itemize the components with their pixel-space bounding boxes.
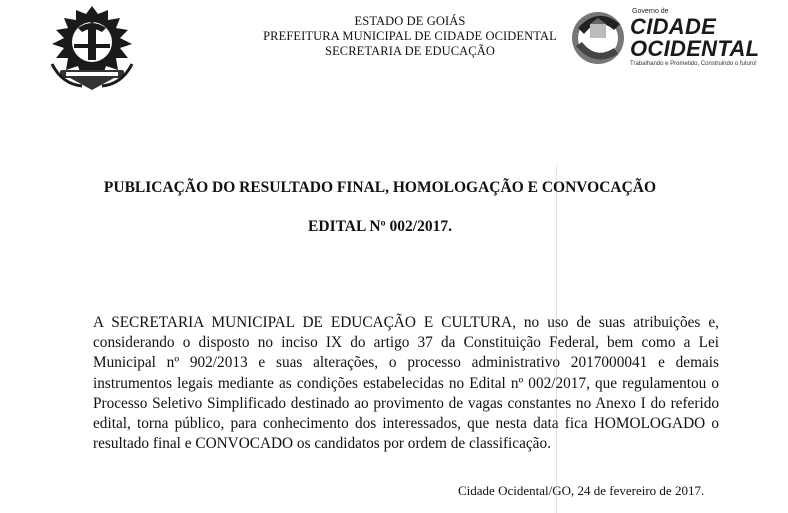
- header-secretariat: SECRETARIA DE EDUCAÇÃO: [325, 44, 495, 58]
- cidade-ocidental-logo: [568, 2, 768, 76]
- brand-name-line2: OCIDENTAL: [630, 36, 760, 61]
- scan-fold-line: [556, 165, 557, 513]
- date-location-line: Cidade Ocidental/GO, 24 de fevereiro de 2017.: [458, 483, 705, 498]
- cidade-ocidental-logo-icon: [568, 2, 628, 76]
- header-state: ESTADO DE GOIÁS: [354, 14, 466, 28]
- municipal-coat-of-arms-icon: [42, 4, 142, 90]
- institution-header: [240, 14, 580, 59]
- brand-name-line1: CIDADE: [630, 14, 717, 39]
- header-prefecture: PREFEITURA MUNICIPAL DE CIDADE OCIDENTAL: [263, 29, 557, 43]
- edital-number: EDITAL Nº 002/2017.: [308, 218, 452, 235]
- document-title: PUBLICAÇÃO DO RESULTADO FINAL, HOMOLOGAÇÃO E CONVOCAÇÃO: [103, 179, 657, 196]
- brand-small-text: Governo de: [632, 8, 669, 15]
- body-paragraph: A SECRETARIA MUNICIPAL DE EDUCAÇÃO E CULTURA, no uso de suas atribuições e, considerando o disposto no inciso IX do artigo 37 da Constituição Federal, bem como a Lei Municipal nº 902/2013 e suas alterações, o processo administrativo 2017000041 e demais instrumentos legais mediante as condições estabelecidas no Edital nº 002/2017, que regulamentou o Processo Seletivo Simplificado destinado ao provimento de vagas constantes no Anexo I do referido edital, torna público, para conhecimento dos interessados, que nesta data fica HOMOLOGADO o resultado final e CONVOCADO os candidatos por ordem de classificação.: [93, 314, 719, 453]
- brand-tagline: Trabalhando e Prometido, Construindo o futuro!: [630, 61, 757, 67]
